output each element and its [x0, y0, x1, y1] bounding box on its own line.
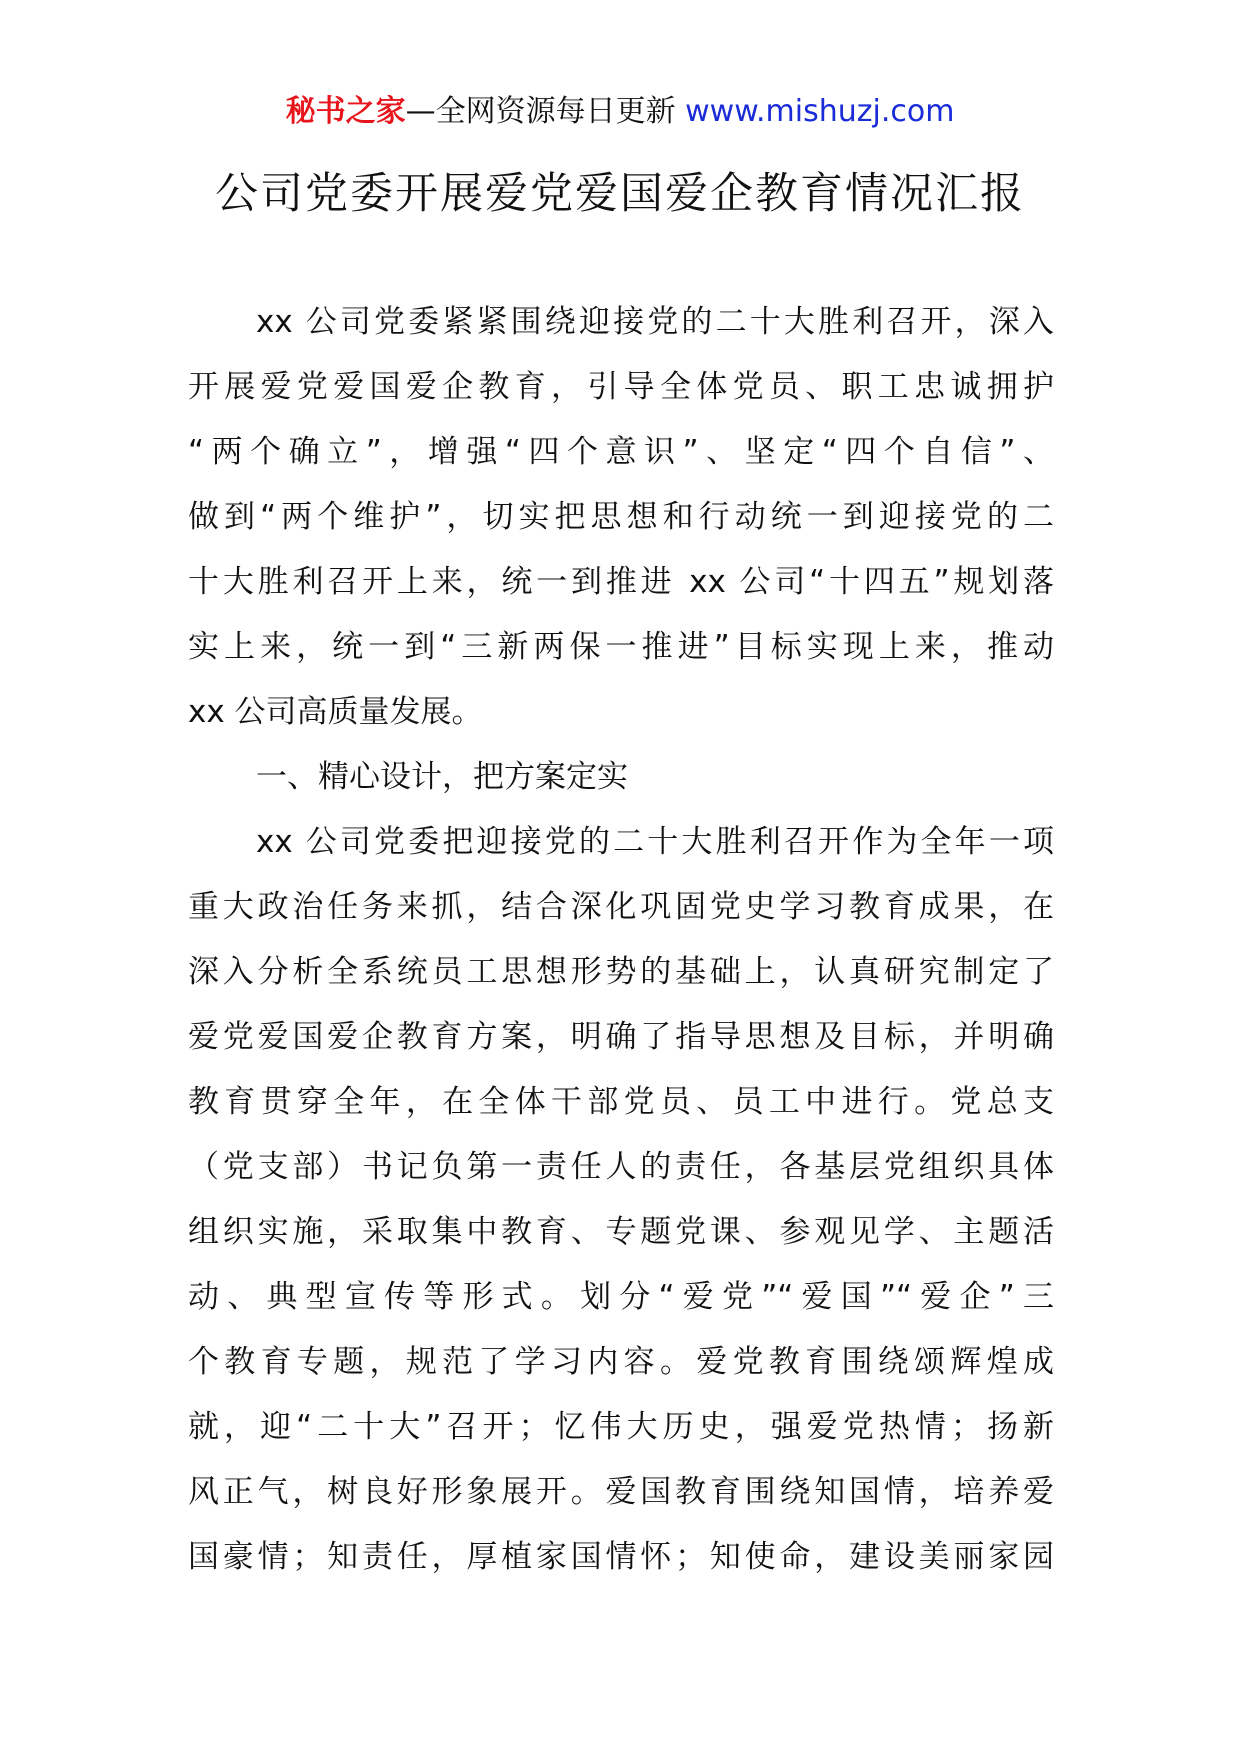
paragraph-line: 风正气，树良好形象展开。爱国教育围绕知国情，培养爱	[188, 1474, 1054, 1510]
paragraph-line: 爱党爱国爱企教育方案，明确了指导思想及目标，并明确	[188, 1019, 1054, 1055]
paragraph-line: 动、典型宣传等形式。划分“爱党”“爱国”“爱企”三	[188, 1279, 1054, 1315]
section-heading: 一、精心设计，把方案定实	[256, 759, 628, 795]
paragraph-line: 十大胜利召开上来，统一到推进 xx 公司“十四五”规划落	[188, 564, 1054, 600]
paragraph-line: 做到“两个维护”，切实把思想和行动统一到迎接党的二	[188, 499, 1054, 535]
paragraph-line: 深入分析全系统员工思想形势的基础上，认真研究制定了	[188, 954, 1054, 990]
paragraph-line: xx 公司党委把迎接党的二十大胜利召开作为全年一项	[256, 824, 1054, 860]
document-body	[188, 290, 1054, 1590]
header-slogan: —全网资源每日更新	[405, 94, 676, 129]
paragraph-line: “两个确立”，增强“四个意识”、坚定“四个自信”、	[188, 434, 1054, 470]
paragraph-line: xx 公司党委紧紧围绕迎接党的二十大胜利召开，深入	[256, 304, 1054, 340]
paragraph-line: 组织实施，采取集中教育、专题党课、参观见学、主题活	[188, 1214, 1054, 1250]
brand-name: 秘书之家	[285, 94, 406, 129]
paragraph-line: 国豪情；知责任，厚植家国情怀；知使命，建设美丽家园	[188, 1539, 1054, 1575]
site-header	[0, 92, 1240, 132]
paragraph-line: xx 公司高质量发展。	[188, 694, 483, 730]
paragraph-line: 重大政治任务来抓，结合深化巩固党史学习教育成果，在	[188, 889, 1054, 925]
paragraph-line: （党支部）书记负第一责任人的责任，各基层党组织具体	[188, 1149, 1054, 1185]
document-title: 公司党委开展爱党爱国爱企教育情况汇报	[215, 169, 1025, 219]
paragraph-line: 教育贯穿全年，在全体干部党员、员工中进行。党总支	[188, 1084, 1054, 1120]
paragraph-line: 开展爱党爱国爱企教育，引导全体党员、职工忠诚拥护	[188, 369, 1054, 405]
paragraph-line: 就，迎“二十大”召开；忆伟大历史，强爱党热情；扬新	[188, 1409, 1054, 1445]
paragraph-line: 个教育专题，规范了学习内容。爱党教育围绕颂辉煌成	[188, 1344, 1054, 1380]
paragraph-line: 实上来，统一到“三新两保一推进”目标实现上来，推动	[188, 629, 1054, 665]
site-url-link[interactable]: www.mishuzj.com	[685, 94, 955, 129]
